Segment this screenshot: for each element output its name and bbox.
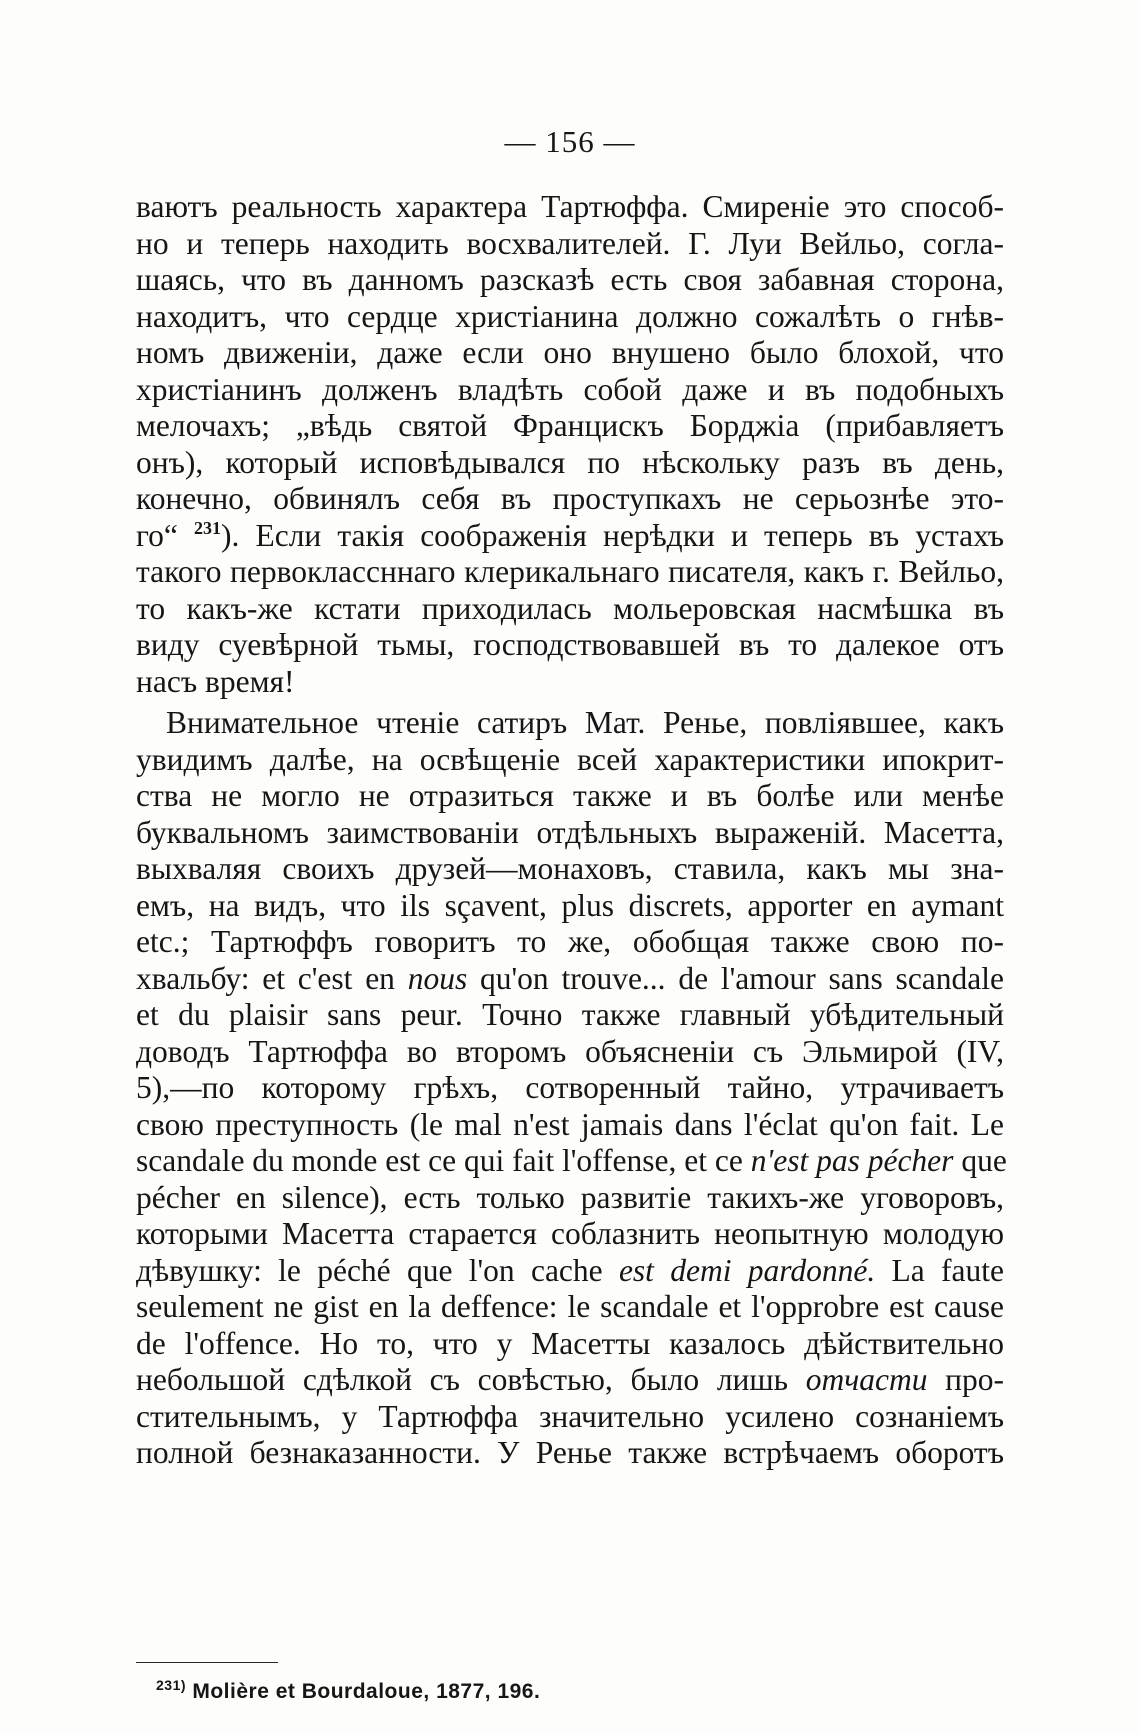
text-line: мелочахъ; „вѣдь святой Францискъ Борджіа (прибавляетъ xyxy=(136,408,1004,443)
text-fragment: La faute xyxy=(875,1252,1004,1288)
text-line: онъ), который исповѣдывался по нѣскольку разъ въ день, xyxy=(136,444,1004,480)
text-line: доводъ Тартюффа во второмъ объясненіи съ Эльмирой (IV, xyxy=(136,1033,1004,1069)
page-number: — 156 — xyxy=(504,124,636,159)
text-fragment: го“ xyxy=(136,517,194,553)
text-line: находитъ, что сердце христіанина должно сожалѣть о гнѣв- xyxy=(136,298,1004,334)
text-line: полной безнаказанности. У Ренье также встрѣчаемъ оборотъ xyxy=(136,1435,1004,1470)
text-fragment: дѣвушку: le péché que l'on cache xyxy=(136,1252,619,1288)
body-text xyxy=(136,189,1007,1472)
text-line: конечно, обвинялъ себя въ проступкахъ не серьознѣе это- xyxy=(136,481,1004,516)
text-line: de l'offence. Но то, что у Масетты казалось дѣйствительно xyxy=(136,1325,1004,1361)
text-fragment: scandale du monde est ce qui fait l'offense, et ce xyxy=(136,1143,751,1178)
text-line: 5),—по которому грѣхъ, сотворенный тайно, утрачиваетъ xyxy=(136,1070,1004,1105)
text-fragment: хвальбу: et c'est en xyxy=(136,960,408,996)
text-line: шаясь, что въ данномъ разсказѣ есть своя забавная сторона, xyxy=(136,262,1004,297)
footnote-reference[interactable]: 231 xyxy=(194,517,221,538)
italic-fragment: отчасти xyxy=(805,1362,928,1397)
text-line: ваютъ реальность характера Тартюффа. Смиреніе это способ- xyxy=(136,189,1004,224)
footnote-text: Molière et Bourdaloue, 1877, 196. xyxy=(186,1680,541,1703)
text-line: свою преступность (le mal n'est jamais dans l'éclat qu'on fait. Le xyxy=(136,1106,1004,1142)
text-line: которыми Масетта старается соблазнить неопытную молодую xyxy=(136,1216,1004,1251)
footnote-divider xyxy=(136,1662,278,1663)
text-fragment: ). Если такія соображенія нерѣдки и теперь въ устахъ xyxy=(221,517,1004,553)
italic-fragment: nous xyxy=(407,960,468,996)
text-line: et du plaisir sans peur. Точно также главный убѣдительный xyxy=(136,997,1004,1032)
text-fragment: про- xyxy=(927,1362,1004,1397)
text-line: буквальномъ заимствованіи отдѣльныхъ выраженій. Масетта, xyxy=(136,814,1004,850)
footnote-number: 231) xyxy=(156,1677,187,1693)
text-line xyxy=(136,1362,1004,1399)
text-line: увидимъ далѣе, на освѣщеніе всей характеристики ипокрит- xyxy=(136,741,1004,777)
text-line: etc.; Тартюффъ говоритъ то же, обобщая также свою по- xyxy=(136,924,1004,959)
text-line xyxy=(136,961,1004,998)
text-line: стительнымъ, у Тартюффа значительно усилено сознаніемъ xyxy=(136,1398,1004,1434)
text-line: Внимательное чтеніе сатиръ Мат. Ренье, повліявшее, какъ xyxy=(166,705,1004,740)
text-line: pécher en silence), есть только развитіе такихъ-же уговоровъ, xyxy=(136,1179,1004,1215)
text-fragment: небольшой сдѣлкой съ совѣстью, было лишь xyxy=(136,1362,806,1397)
text-line: но и теперь находить восхвалителей. Г. Луи Вейльо, согла- xyxy=(136,225,1004,261)
italic-fragment: est demi pardonné. xyxy=(618,1252,876,1288)
text-line: номъ движеніи, даже если оно внушено было блохой, что xyxy=(136,335,1004,370)
text-line: seulement ne gist en la deffence: le scandale et l'opprobre est cause xyxy=(136,1289,1004,1324)
text-line: ства не могло не отразиться также и въ болѣе или менѣе xyxy=(136,778,1004,813)
text-line: виду суевѣрной тьмы, господствовавшей въ то далекое отъ xyxy=(136,627,1004,662)
text-line: насъ время! xyxy=(136,663,295,699)
text-line: христіанинъ долженъ владѣть собой даже и въ подобныхъ xyxy=(136,371,1004,407)
italic-fragment: n'est pas pécher xyxy=(750,1143,954,1178)
text-line: емъ, на видъ, что ils sçavent, plus discrets, apporter en aymant xyxy=(136,887,1004,923)
text-fragment: qu'on trouve... de l'amour sans scandale xyxy=(467,960,1004,996)
text-line-with-footnote-ref xyxy=(136,518,1004,555)
text-line: то какъ-же кстати приходилась мольеровская насмѣшка въ xyxy=(136,590,1004,626)
footnote xyxy=(156,1677,541,1704)
text-fragment: que xyxy=(953,1143,1007,1178)
text-line: выхваляя своихъ друзей—монаховъ, ставила, какъ мы зна- xyxy=(136,851,1004,886)
text-line: такого первоклассннаго клерикальнаго писателя, какъ г. Вейльо, xyxy=(136,554,1004,589)
text-line xyxy=(136,1253,1004,1290)
text-line xyxy=(136,1143,1007,1180)
